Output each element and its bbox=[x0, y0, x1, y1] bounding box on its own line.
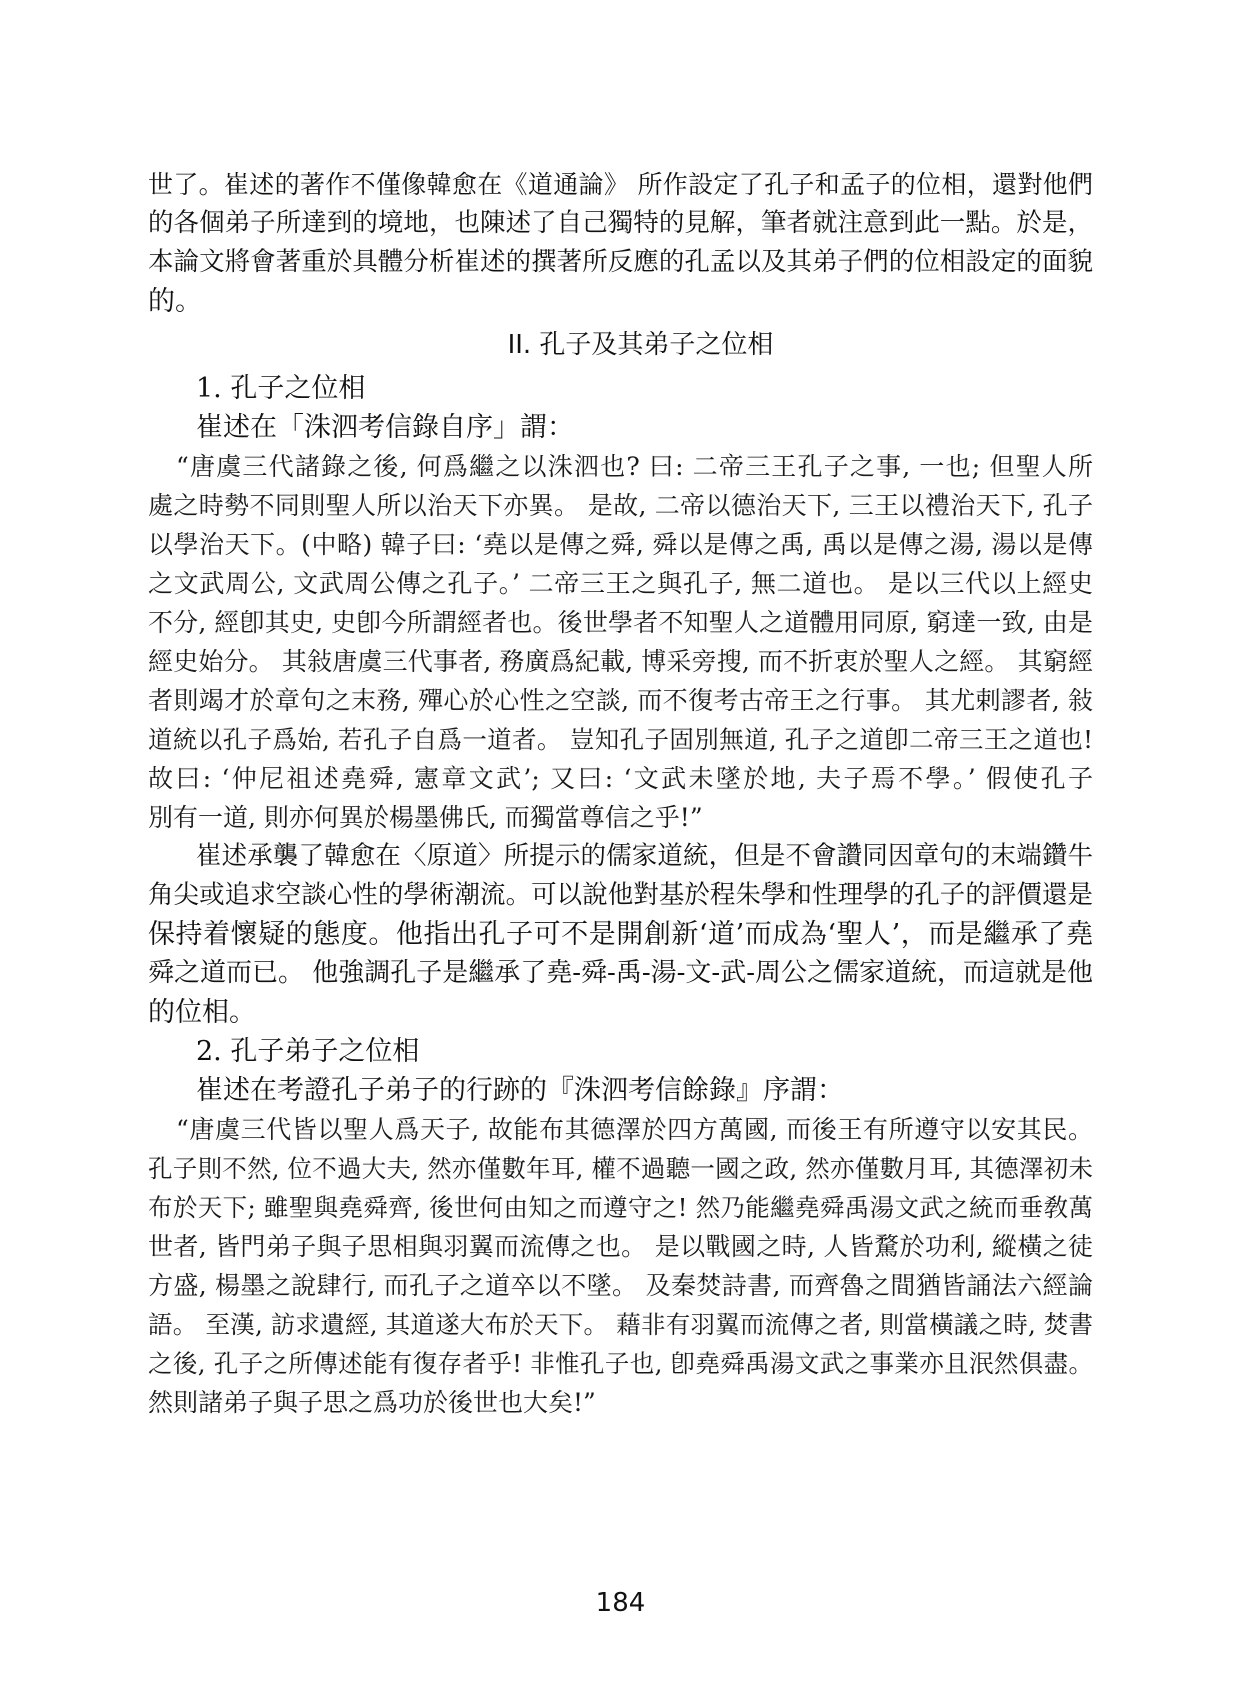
quote-line: 方盛, 楊墨之說肆行, 而孔子之道卒以不墜。 及秦焚詩書, 而齊魯之間猶皆誦法六經論 bbox=[148, 1271, 1093, 1300]
text-line: 的位相。 bbox=[148, 997, 256, 1028]
quote-line: 然則諸弟子與子思之爲功於後世也大矣!” bbox=[148, 1388, 596, 1417]
quote-line: 孔子則不然, 位不過大夫, 然亦僅數年耳, 權不過聽一國之政, 然亦僅數月耳, 其德澤初未 bbox=[148, 1154, 1093, 1183]
quote-line: 經史始分。 其敍唐虞三代事者, 務廣爲紀載, 博采旁搜, 而不折衷於聖人之經。 其窮經 bbox=[148, 647, 1093, 676]
text-line: 角尖或追求空談心性的學術潮流。可以說他對基於程朱學和性理學的孔子的評價還是 bbox=[148, 880, 1093, 910]
text-line: 世了。崔述的著作不僅像韓愈在《道通論》 所作設定了孔子和孟子的位相，還對他們 bbox=[148, 170, 1093, 199]
quote-line: 不分, 經卽其史, 史卽今所謂經者也。後世學者不知聖人之道體用同原, 窮達一致, 由是 bbox=[148, 608, 1093, 637]
text-line: 的。 bbox=[148, 286, 202, 317]
quote-line: 之後, 孔子之所傳述能有復存者乎! 非惟孔子也, 卽堯舜禹湯文武之事業亦且泯然俱盡。 bbox=[148, 1349, 1093, 1378]
text-line: 本論文將會著重於具體分析崔述的撰著所反應的孔孟以及其弟子們的位相設定的面貌 bbox=[148, 247, 1093, 277]
quote-line: 者則竭才於章句之末務, 殫心於心性之空談, 而不復考古帝王之行事。 其尤剌謬者, 敍 bbox=[148, 686, 1093, 715]
quote-line: 語。 至漢, 訪求遺經, 其道遂大布於天下。 藉非有羽翼而流傳之者, 則當橫議之時, 焚書 bbox=[148, 1310, 1093, 1339]
quote-intro-2: 崔述在考證孔子弟子的行跡的『洙泗考信餘錄』序謂： bbox=[196, 1075, 844, 1106]
quote-line: 布於天下; 雖聖與堯舜齊, 後世何由知之而遵守之! 然乃能繼堯舜禹湯文武之統而垂敎萬 bbox=[148, 1193, 1093, 1222]
text-line: 保持着懷疑的態度。他指出孔子可不是開創新‘道’而成為‘聖人’，而是繼承了堯 bbox=[148, 919, 1093, 950]
paragraph-intro bbox=[148, 165, 1093, 321]
quote-line: 處之時勢不同則聖人所以治天下亦異。 是故, 二帝以德治天下, 三王以禮治天下, 孔子 bbox=[148, 491, 1093, 520]
text-line: 的各個弟子所達到的境地，也陳述了自己獨特的見解，筆者就注意到此一點。於是， bbox=[148, 208, 1093, 238]
quote-line: 道統以孔子爲始, 若孔子自爲一道者。 豈知孔子固別無道, 孔子之道卽二帝三王之道也! bbox=[148, 725, 1093, 754]
document-body bbox=[148, 165, 1093, 1422]
page-number: 184 bbox=[595, 1588, 646, 1618]
paragraph-analysis bbox=[148, 837, 1093, 1032]
quote-line: “唐虞三代諸錄之後, 何爲繼之以洙泗也? 曰: 二帝三王孔子之事, 一也; 但聖人所 bbox=[176, 452, 1093, 481]
quote-intro-1: 崔述在「洙泗考信錄自序」謂： bbox=[196, 412, 574, 443]
subsection-heading-1: 1. 孔子之位相 bbox=[196, 373, 366, 404]
section-heading: II. 孔子及其弟子之位相 bbox=[507, 330, 774, 360]
quote-line: 別有一道, 則亦何異於楊墨佛氏, 而獨當尊信之乎!” bbox=[148, 803, 703, 832]
block-quote-1 bbox=[148, 447, 1093, 837]
text-line: 崔述承襲了韓愈在〈原道〉所提示的儒家道統，但是不會讚同因章句的末端鑽牛 bbox=[196, 841, 1093, 871]
text-line: 舜之道而已。 他強調孔子是繼承了堯-舜-禹-湯-文-武-周公之儒家道統，而這就是他 bbox=[148, 958, 1093, 988]
quote-line: 故曰: ‘仲尼祖述堯舜, 憲章文武’; 又曰: ‘文武未墜於地, 夫子焉不學。’ 假使孔子 bbox=[148, 764, 1093, 793]
subsection-heading-2: 2. 孔子弟子之位相 bbox=[196, 1036, 420, 1067]
quote-line: 之文武周公, 文武周公傳之孔子。’ 二帝三王之與孔子, 無二道也。 是以三代以上經史 bbox=[148, 569, 1093, 598]
quote-line: 以學治天下。(中略) 韓子曰: ‘堯以是傳之舜, 舜以是傳之禹, 禹以是傳之湯, 湯以是傳 bbox=[148, 530, 1093, 559]
quote-line: “唐虞三代皆以聖人爲天子, 故能布其德澤於四方萬國, 而後王有所遵守以安其民。 bbox=[176, 1115, 1093, 1144]
quote-line: 世者, 皆門弟子與子思相與羽翼而流傳之也。 是以戰國之時, 人皆騖於功利, 縱橫之徒 bbox=[148, 1232, 1093, 1261]
block-quote-2 bbox=[148, 1110, 1093, 1422]
